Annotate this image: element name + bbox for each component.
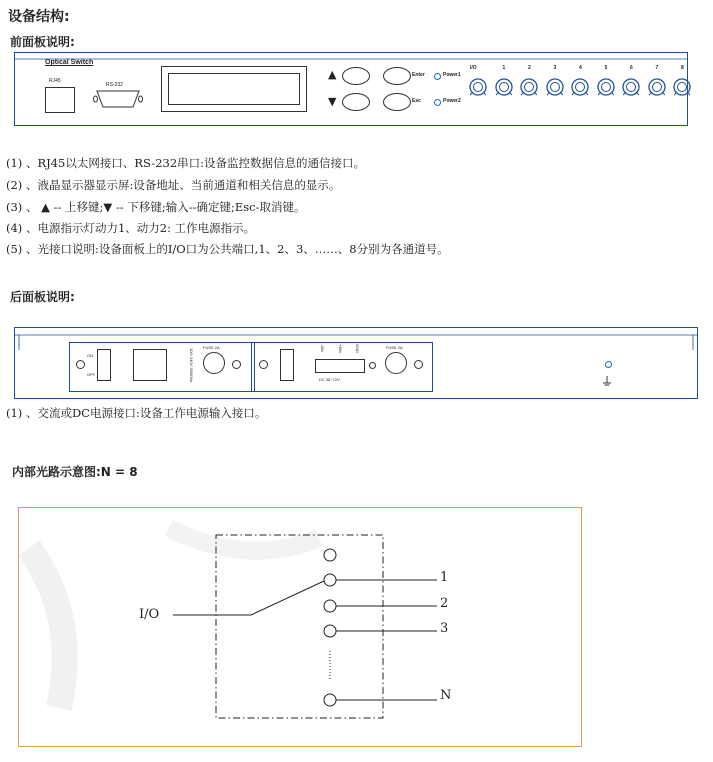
channel-2-label: 2	[440, 596, 449, 611]
front-item-5: (5) 、光接口说明:设备面板上的I/O口为公共端口,1、2、3、……、8分别为各通道号。	[6, 242, 449, 256]
port-3-label: 3	[553, 65, 557, 71]
brand-label: Optical Switch	[45, 59, 94, 66]
front-item-2: (2) 、液晶显示器显示屏:设备地址、当前通道和相关信息的显示。	[6, 178, 341, 192]
dc-terminal-block[interactable]	[315, 359, 365, 373]
screw-icon	[259, 360, 268, 369]
power2-led	[434, 99, 441, 106]
plus-terminal-label: +48V	[338, 344, 343, 354]
channel-3-label: 3	[440, 621, 449, 636]
screw-icon	[369, 362, 376, 369]
optical-port-3[interactable]	[545, 77, 565, 97]
dc-spec-label: DC 36~72V	[319, 377, 340, 382]
rs232-port[interactable]	[93, 88, 143, 110]
optical-port-1[interactable]	[494, 77, 514, 97]
fuse1-holder[interactable]	[203, 352, 225, 374]
io-port-label: I/O	[470, 65, 477, 71]
gnd-terminal-label: GND	[355, 344, 360, 353]
page-title: 设备结构:	[8, 9, 70, 25]
power1-label: Power1	[443, 72, 461, 78]
power-switch-1[interactable]	[97, 349, 111, 381]
down-button[interactable]	[342, 93, 370, 111]
optical-port-8[interactable]	[672, 77, 692, 97]
front-item-1: (1) 、RJ45以太网接口、RS-232串口:设备监控数据信息的通信接口。	[6, 156, 366, 170]
port-6-label: 6	[630, 65, 633, 71]
lcd-display	[161, 66, 307, 112]
esc-button[interactable]	[383, 93, 411, 111]
front-panel-heading: 前面板说明:	[10, 35, 75, 49]
rj45-label: RJ45	[49, 78, 61, 84]
power-switch-2[interactable]	[280, 349, 294, 381]
ac-socket[interactable]	[133, 349, 167, 381]
port-8-label: 8	[681, 65, 684, 71]
down-arrow-icon: ▼	[328, 95, 337, 108]
diagram-heading: 内部光路示意图:N = 8	[12, 465, 138, 479]
channel-n-label: N	[440, 688, 452, 703]
screw-icon	[76, 360, 85, 369]
optical-port-5[interactable]	[596, 77, 616, 97]
fuse1-label: FUSE 2A	[203, 345, 220, 350]
rear-item-1: (1) 、交流或DC电源接口:设备工作电源输入接口。	[6, 406, 267, 420]
minus-terminal-label: -48V	[320, 344, 325, 353]
io-optical-port[interactable]	[468, 77, 488, 97]
rear-panel	[14, 327, 698, 399]
power1-led	[434, 73, 441, 80]
channel-1-label: 1	[440, 570, 449, 585]
fuse2-holder[interactable]	[385, 352, 407, 374]
rs232-label: RS-232	[106, 82, 123, 88]
optical-port-6[interactable]	[621, 77, 641, 97]
ground-icon	[602, 376, 612, 388]
io-label: I/O	[139, 607, 160, 622]
ground-led	[605, 361, 612, 368]
enter-button[interactable]	[383, 67, 411, 85]
up-arrow-icon: ▲	[328, 68, 337, 81]
optical-port-7[interactable]	[647, 77, 667, 97]
port-4-label: 4	[579, 65, 582, 71]
rear-panel-heading: 后面板说明:	[10, 290, 75, 304]
front-panel	[14, 52, 688, 126]
esc-label: Esc	[412, 98, 421, 104]
optical-path-diagram	[18, 507, 582, 747]
power2-label: Power2	[443, 98, 461, 104]
screw-icon	[414, 360, 423, 369]
rj45-port[interactable]	[45, 87, 75, 113]
enter-label: Enter	[412, 72, 425, 78]
switch-off-label: OFF	[87, 372, 95, 377]
up-button[interactable]	[342, 67, 370, 85]
port-5-label: 5	[604, 65, 608, 71]
optical-port-2[interactable]	[519, 77, 539, 97]
front-item-4: (4) 、电源指示灯动力1、动力2: 工作电源指示。	[6, 221, 256, 235]
port-7-label: 7	[655, 65, 659, 71]
port-1-label: 1	[502, 65, 506, 71]
port-2-label: 2	[528, 65, 531, 71]
fuse2-label: FUSE 2A	[386, 345, 403, 350]
screw-icon	[232, 360, 241, 369]
optical-port-4[interactable]	[570, 77, 590, 97]
ac-spec-label: 100~240V 50/60Hz	[189, 348, 194, 383]
switch-on-label: ON	[87, 353, 93, 358]
front-item-3: (3) 、 ▲ -- 上移键;▼ -- 下移键;输入--确定键;Esc-取消键。	[6, 200, 306, 214]
